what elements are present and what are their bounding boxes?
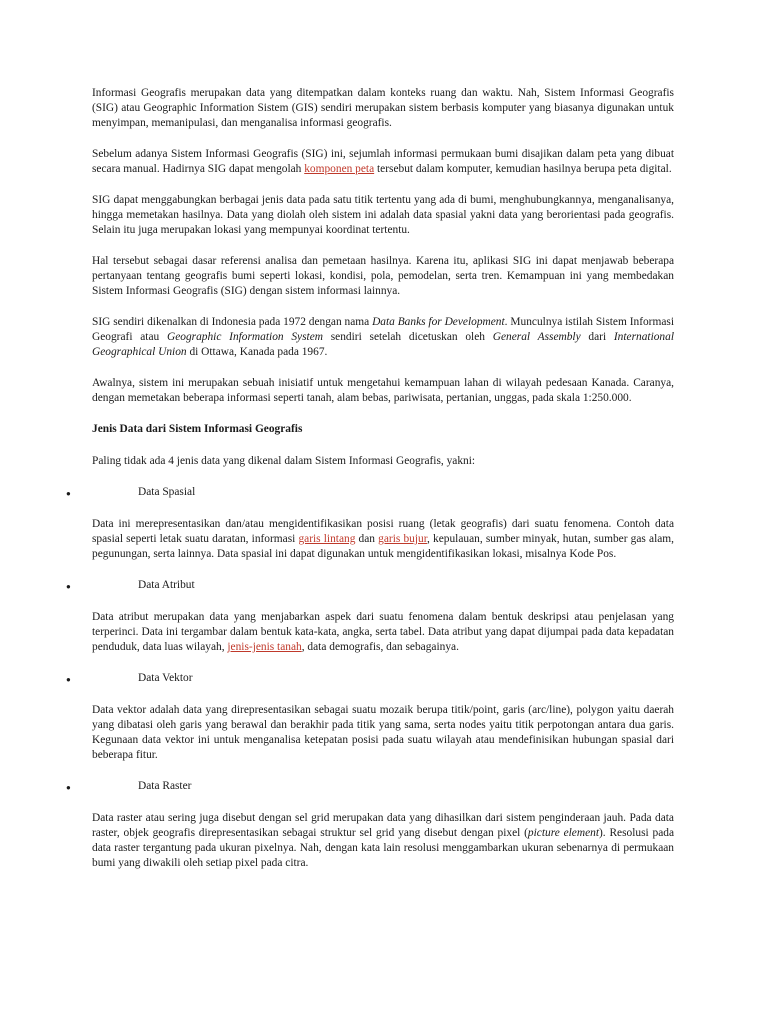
paragraph-text: di Ottawa, Kanada pada 1967.: [186, 346, 328, 358]
list-item-label: Data Spasial: [138, 486, 196, 498]
link-jenis-jenis-tanah[interactable]: jenis-jenis tanah: [227, 641, 302, 653]
paragraph-text: dan: [355, 533, 379, 545]
italic-term: Data Banks for Development: [372, 316, 505, 328]
paragraph-data-vektor: [92, 703, 674, 763]
paragraph-data-raster: [92, 811, 674, 871]
link-garis-lintang[interactable]: garis lintang: [298, 533, 356, 545]
list-item-label: Data Raster: [138, 780, 192, 792]
paragraph-data-spasial: [92, 517, 674, 562]
paragraph-intro-sig: [92, 86, 674, 131]
paragraph-text: sendiri setelah dicetuskan oleh: [322, 331, 493, 343]
paragraph-text: Sebelum adanya Sistem Informasi Geografis (SIG) ini, sejumlah informasi permukaan bumi disajikan dalam peta yang dibuat secara manual. Hadirnya SIG dapat mengolah: [92, 148, 674, 175]
list-item-data-raster: [92, 779, 674, 794]
italic-term: General Assembly: [492, 331, 581, 343]
paragraph-reference: [92, 254, 674, 299]
paragraph-text: , data demografis, dan sebagainya.: [301, 641, 459, 653]
paragraph-text: ). Resolusi pada data raster tergantung pada ukuran pixelnya. Nah, dengan kata lain resolusi menggambarkan ukuran sebenarnya di permukaan bumi yang diwakili oleh setiap pixel pada citra.: [92, 827, 675, 869]
paragraph-text: , kepulauan, sumber minyak, hutan, sumber gas alam, pegunungan, serta lainnya. Data spasial ini dapat digunakan untuk mengidentifikasikan lokasi, misalnya Kode Pos.: [92, 533, 674, 560]
paragraph-text: . Munculnya istilah Sistem Informasi Geografi atau: [92, 316, 674, 343]
link-garis-bujur[interactable]: garis bujur: [378, 533, 428, 545]
paragraph-canada-origin: [92, 376, 674, 406]
italic-term: picture element: [527, 827, 599, 839]
paragraph-text: Awalnya, sistem ini merupakan sebuah inisiatif untuk mengetahui kemampuan lahan di wilayah pedesaan Kanada. Caranya, dengan memetakan beberapa informasi seperti tanah, alam bebas, pariwisata, pertanian, unggas, pada skala 1:250.000.: [92, 377, 674, 404]
list-item-label: Data Vektor: [138, 672, 193, 684]
list-item-data-atribut: [92, 578, 674, 593]
section-heading: Jenis Data dari Sistem Informasi Geografis: [92, 423, 303, 435]
paragraph-text: tersebut dalam komputer, kemudian hasilnya berupa peta digital.: [374, 163, 672, 175]
paragraph-before-sig: [92, 147, 674, 177]
paragraph-types-intro: [92, 454, 674, 469]
list-item-label: Data Atribut: [138, 579, 195, 591]
paragraph-text: Hal tersebut sebagai dasar referensi analisa dan pemetaan hasilnya. Karena itu, aplikasi SIG ini dapat menjawab beberapa pertanyaan tentang geografis bumi seperti lokasi, kondisi, pola, pemodelan, serta tren. Kemampuan ini yang membedakan Sistem Informasi Geografis (SIG) dengan sistem informasi lainnya.: [92, 255, 674, 297]
paragraph-text: Data vektor adalah data yang direpresentasikan sebagai suatu mozaik berupa titik/point, garis (arc/line), polygon yaitu daerah yang dibatasi oleh garis yang berawal dan berakhir pada titik yang sama, serta nodes yaitu titik perpotongan antara dua garis. Kegunaan data vektor ini untuk menganalisa ketepatan posisi pada suatu wilayah atau mendefinisikan hubungan spasial dari beberapa fitur.: [92, 704, 674, 761]
paragraph-indonesia-history: [92, 315, 674, 360]
list-item-data-vektor: [92, 671, 674, 686]
paragraph-text: Data raster atau sering juga disebut dengan sel grid merupakan data yang dihasilkan dari sistem penginderaan jauh. Pada data raster, objek geografis direpresentasikan sebagai struktur sel grid yang disebut dengan pixel (: [92, 812, 674, 839]
list-item-data-spasial: [92, 485, 674, 500]
paragraph-text: Informasi Geografis merupakan data yang ditempatkan dalam konteks ruang dan waktu. Nah, Sistem Informasi Geografis (SIG) atau Geographic Information Sistem (GIS) sendiri merupakan sistem berbasis komputer yang biasanya digunakan untuk menyimpan, memanipulasi, dan menganalisa informasi geografis.: [92, 87, 674, 129]
paragraph-sig-combine: [92, 193, 674, 238]
paragraph-text: Paling tidak ada 4 jenis data yang dikenal dalam Sistem Informasi Geografis, yakni:: [92, 455, 476, 467]
document-page: [92, 86, 674, 887]
paragraph-text: SIG sendiri dikenalkan di Indonesia pada 1972 dengan nama: [92, 316, 373, 328]
paragraph-text: SIG dapat menggabungkan berbagai jenis data pada satu titik tertentu yang ada di bumi, menghubungkannya, menganalisanya, hingga memetakan hasilnya. Data yang diolah oleh sistem ini adalah data spasial yakni data yang berorientasi pada geografis. Selain itu juga merupakan lokasi yang mempunyai koordinat tertentu.: [92, 194, 674, 236]
italic-term: Geographic Information System: [166, 331, 323, 343]
paragraph-text: Data atribut merupakan data yang menjabarkan aspek dari suatu fenomena dalam bentuk deskripsi atau penjelasan yang terperinci. Data ini tergambar dalam bentuk kata-kata, angka, serta tabel. Data atribut yang dapat dijumpai pada data kepadatan penduduk, data luas wilayah,: [92, 611, 674, 653]
paragraph-text: dari: [580, 331, 614, 343]
paragraph-data-atribut: [92, 610, 674, 655]
italic-term: International Geographical Union: [92, 331, 674, 358]
link-komponen-peta[interactable]: komponen peta: [304, 163, 375, 175]
paragraph-text: Data ini merepresentasikan dan/atau mengidentifikasikan posisi ruang (letak geografis) dari suatu fenomena. Contoh data spasial seperti letak suatu daratan, informasi: [92, 518, 674, 545]
